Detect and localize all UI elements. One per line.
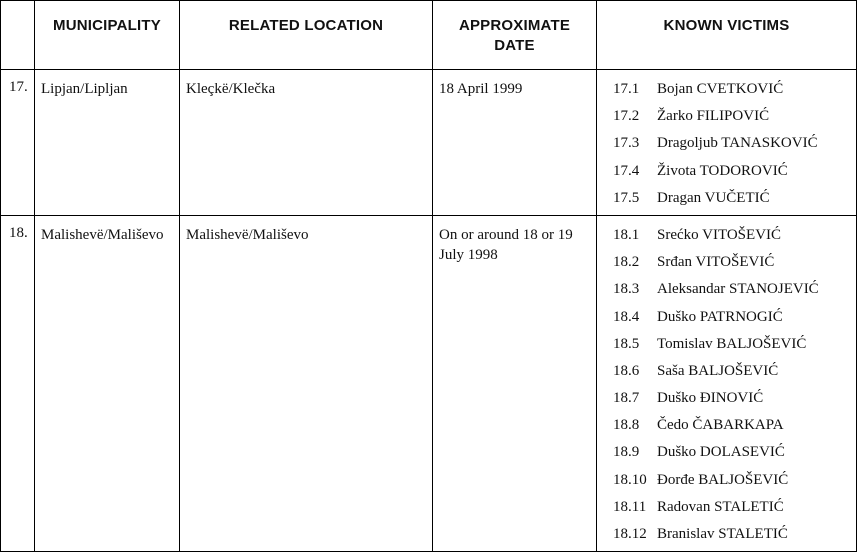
victim-entry [613,307,856,334]
victim-entry [613,133,856,160]
victim-number: 17.1 [613,81,640,97]
victim-number: 18.10 [613,471,647,488]
victim-entry [613,334,856,361]
victim-number: 18.9 [613,444,640,461]
victim-entry [613,415,856,442]
table-row [1,70,857,216]
victim-number: 18.12 [613,526,647,542]
victim-name: Saša BALJOŠEVIĆ [657,362,779,379]
victim-number: 18.7 [613,390,640,407]
victim-name: Branislav STALETIĆ [657,526,788,542]
victim-name: Dragan VUČETIĆ [657,189,770,206]
header-row [1,1,857,70]
victim-entry [613,252,856,279]
municipality-cell: Malishevë/Mališevo [35,215,180,551]
victim-entry [613,106,856,133]
victim-name: Duško ĐINOVIĆ [657,390,764,407]
municipality-cell: Lipjan/Lipljan [35,70,180,216]
victim-entry [613,279,856,306]
victim-name: Aleksandar STANOJEVIĆ [657,281,819,298]
approximate-date-cell: On or around 18 or 19 July 1998 [433,215,597,551]
victim-number: 17.5 [613,189,640,206]
header-municipality: MUNICIPALITY [35,1,180,70]
victim-number: 17.4 [613,162,640,179]
victim-entry [613,188,856,215]
victim-number: 17.2 [613,108,640,125]
header-related-location: RELATED LOCATION [180,1,433,70]
victim-name: Duško DOLASEVIĆ [657,444,785,461]
header-approximate-date: APPROXIMATE DATE [433,1,597,70]
known-victims-cell [597,70,857,216]
victim-number: 18.6 [613,362,640,379]
victim-entry [613,497,856,524]
victim-entry [613,524,856,551]
victim-number: 18.4 [613,308,640,325]
approximate-date-cell: 18 April 1999 [433,70,597,216]
row-number: 18. [1,215,35,551]
victim-name: Čedo ČABARKAPA [657,417,784,434]
related-location-cell: Malishevë/Mališevo [180,215,433,551]
victim-number: 18.11 [613,498,647,515]
victim-number: 18.5 [613,335,640,352]
victim-number: 18.3 [613,281,640,298]
victim-name: Života TODOROVIĆ [657,162,788,179]
victim-number: 18.8 [613,417,640,434]
victim-entry [613,161,856,188]
victim-name: Srđan VITOŠEVIĆ [657,254,775,271]
victim-name: Žarko FILIPOVIĆ [657,108,770,125]
victim-entry [613,442,856,469]
victim-entry [613,470,856,497]
known-victims-cell [597,215,857,551]
victim-entry [613,225,856,252]
victim-number: 18.1 [613,226,640,243]
victim-name: Đorđe BALJOŠEVIĆ [657,471,789,488]
related-location-cell: Kleçkë/Klečka [180,70,433,216]
victim-name: Bojan CVETKOVIĆ [657,81,784,97]
victim-name: Tomislav BALJOŠEVIĆ [657,335,807,352]
victim-entry [613,388,856,415]
header-number [1,1,35,70]
victim-entry [613,79,856,106]
row-number: 17. [1,70,35,216]
victim-name: Duško PATRNOGIĆ [657,308,783,325]
victim-name: Srećko VITOŠEVIĆ [657,226,782,243]
victim-number: 17.3 [613,135,640,152]
header-known-victims: KNOWN VICTIMS [597,1,857,70]
victim-number: 18.2 [613,254,640,271]
victim-name: Radovan STALETIĆ [657,498,784,515]
victim-entry [613,361,856,388]
victim-name: Dragoljub TANASKOVIĆ [657,135,818,152]
table-row [1,215,857,551]
